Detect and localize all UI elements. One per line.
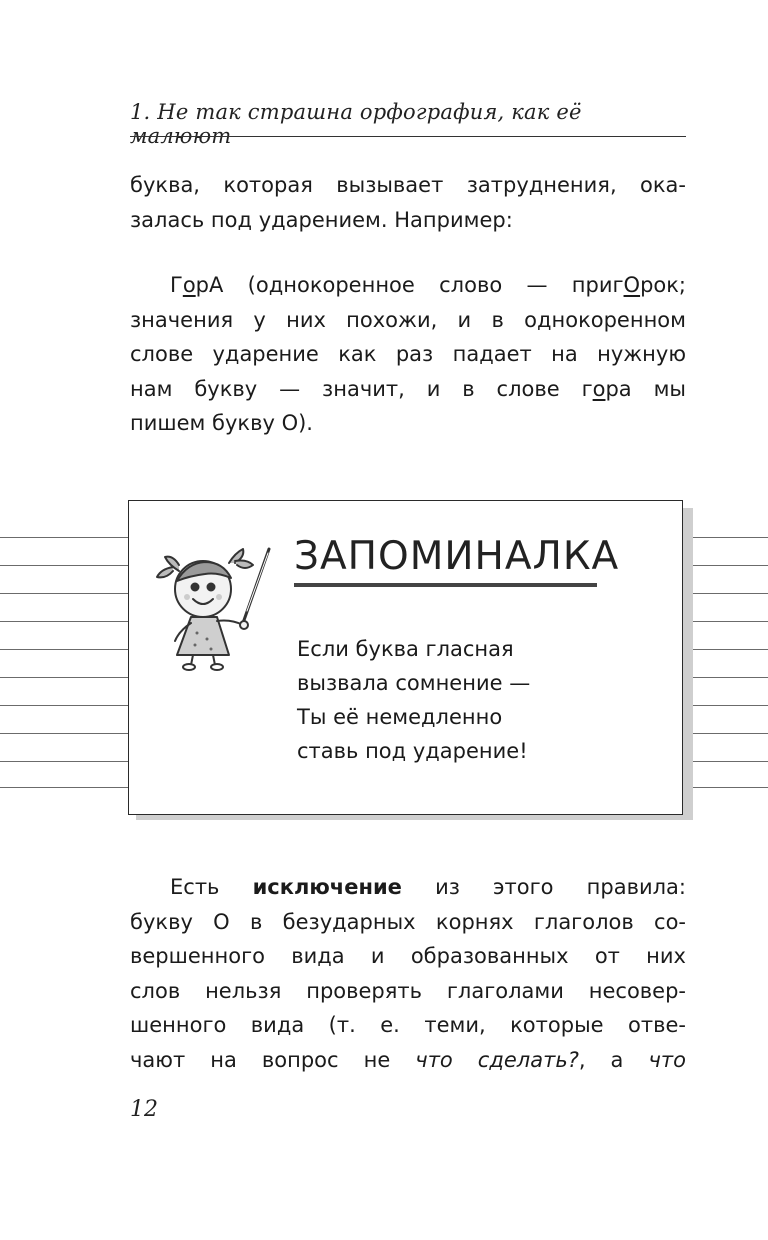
girl-with-pointer-icon (151, 541, 271, 671)
underlined-vowel: о (592, 376, 606, 401)
ruled-line (693, 565, 768, 566)
rhyme-line: ставь под ударение! (297, 739, 528, 763)
paragraph-3-line-5: шенного вида (т. е. теми, которые отве- (130, 1013, 686, 1037)
underlined-vowel: О (623, 273, 641, 297)
ruled-line (0, 593, 128, 594)
ruled-line (693, 705, 768, 706)
paragraph-2-line-3: слове ударение как раз падает на нужную (130, 342, 686, 366)
bold-term: исключение (252, 875, 402, 899)
paragraph-3-line-2: букву О в безударных корнях глаголов со- (130, 909, 686, 934)
header-rule (130, 136, 686, 137)
paragraph-2 (130, 268, 686, 441)
card-title: ЗАПОМИНАЛКА (294, 534, 620, 579)
paragraph-2-line-1: ГорА (однокоренное слово — пригОрок; (170, 273, 686, 297)
ruled-line (693, 649, 768, 650)
paragraph-3-line-6: чают на вопрос не что сделать?, а что (130, 1047, 686, 1072)
paragraph-3-line-3: вершенного вида и образованных от них (130, 944, 686, 968)
paragraph-3 (130, 870, 686, 1077)
paragraph-2-line-4: нам букву — значит, и в слове гора мы (130, 376, 687, 401)
italic-question: что (648, 1047, 686, 1072)
ruled-line (0, 649, 128, 650)
ruled-line (0, 761, 128, 762)
ruled-line (693, 677, 768, 678)
underlined-vowel: о (182, 273, 196, 297)
paragraph-1-line-1: буква, которая вызывает затруднения, ока- (130, 173, 686, 197)
ruled-line (0, 733, 128, 734)
page-number: 12 (130, 1097, 158, 1122)
ruled-line (693, 621, 768, 622)
running-header: 1. Не так страшна орфография, как её малюют (130, 100, 582, 148)
paragraph-3-line-1: Есть исключение из этого правила: (170, 875, 686, 899)
ruled-line (0, 677, 128, 678)
paragraph-1-line-2: залась под ударением. Например: (130, 207, 513, 232)
italic-question: что сделать? (415, 1047, 579, 1072)
ruled-line (693, 761, 768, 762)
rhyme (297, 632, 530, 768)
paragraph-1 (130, 168, 686, 237)
ruled-line (0, 705, 128, 706)
paragraph-3-line-4: слов нельзя проверять глаголами несовер- (130, 978, 686, 1003)
ruled-line (0, 537, 128, 538)
ruled-line (693, 787, 768, 788)
paragraph-2-line-5: пишем букву О). (130, 411, 313, 435)
rhyme-line: вызвала сомнение — (297, 671, 531, 695)
rhyme-line: Если буква гласная (297, 637, 514, 661)
ruled-line (693, 733, 768, 734)
paragraph-2-line-2: значения у них похожи, и в однокоренном (130, 307, 686, 332)
ruled-line (693, 593, 768, 594)
ruled-line (0, 787, 128, 788)
memo-card (128, 500, 683, 815)
ruled-line (0, 565, 128, 566)
ruled-line (0, 621, 128, 622)
card-title-rule (294, 583, 597, 587)
ruled-line (693, 537, 768, 538)
rhyme-line: Ты её немедленно (297, 705, 503, 729)
